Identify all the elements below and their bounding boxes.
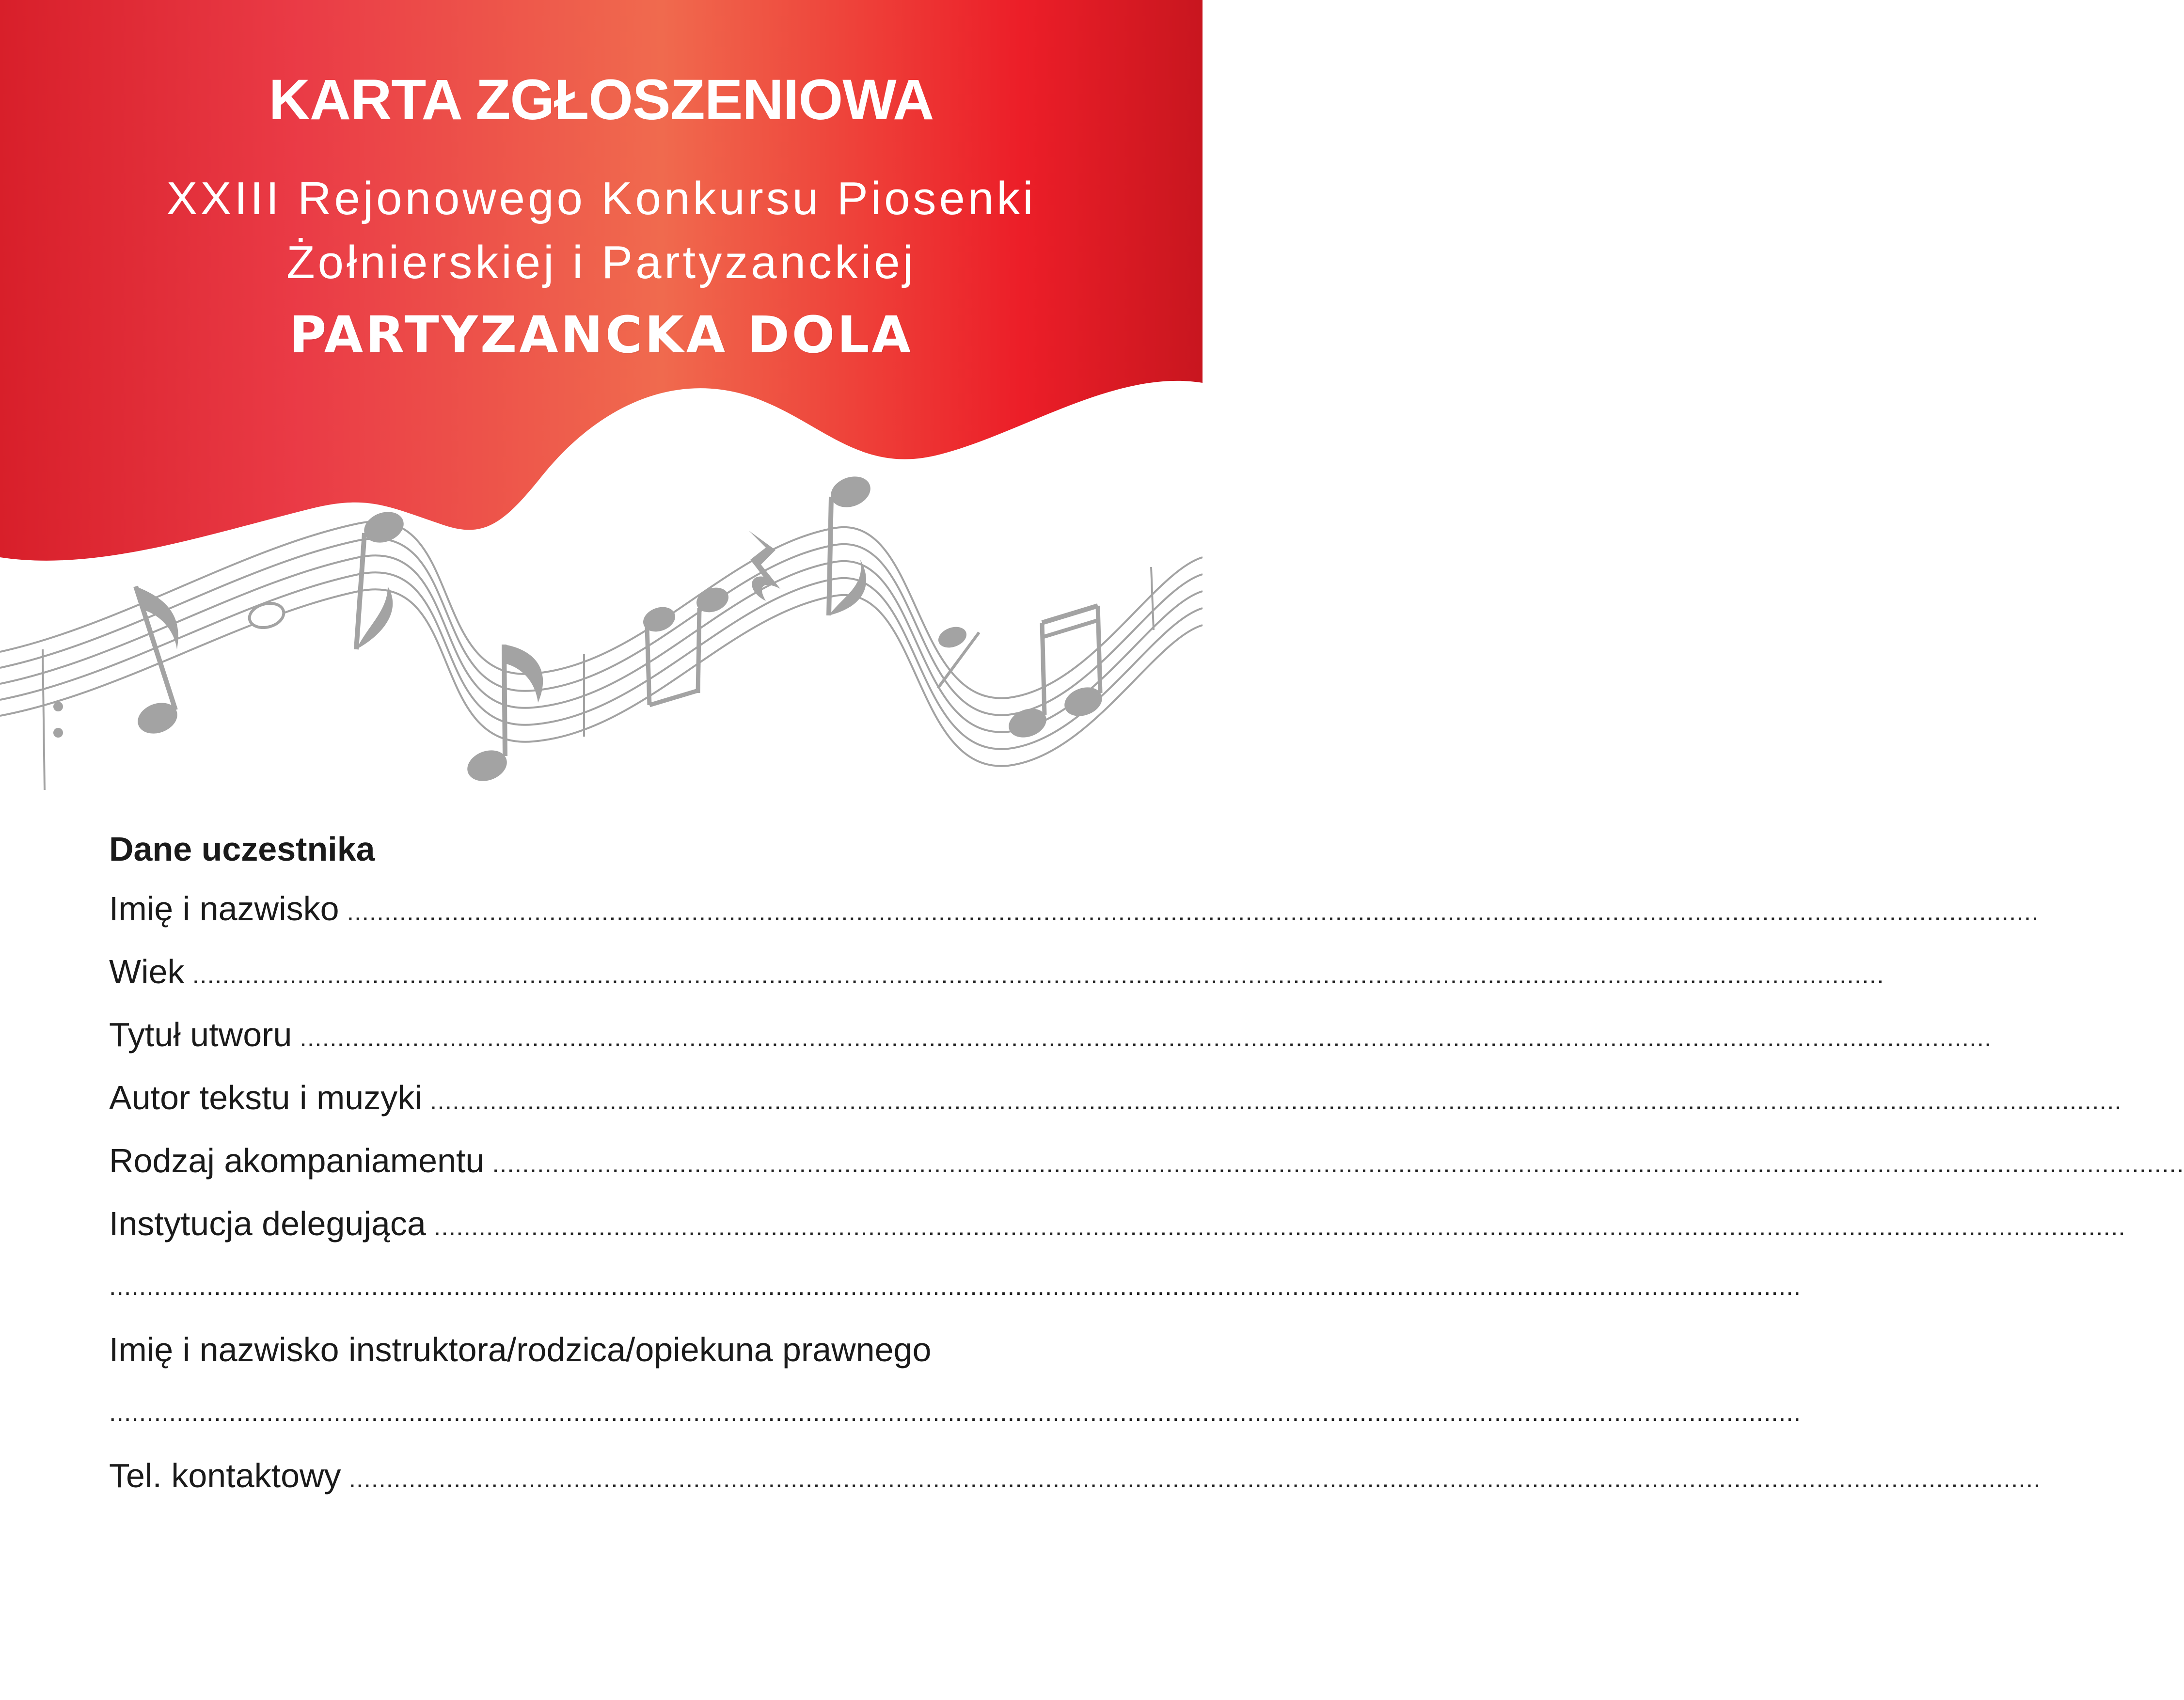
repeat-dots (53, 702, 63, 738)
field-label: Rodzaj akompaniamentu (109, 1142, 485, 1180)
fill-in-line[interactable]: .................................................................................................................................................................................................................................. (348, 1465, 2041, 1493)
section-title: Dane uczestnika (109, 830, 375, 868)
fill-in-line[interactable]: .................................................................................................................................................................................................................................. (433, 1213, 2126, 1241)
fill-in-line[interactable]: .................................................................................................................................................................................................................................. (109, 1399, 1802, 1427)
eighth-note-icon (133, 586, 181, 739)
contest-name: PARTYZANCKA DOLA (289, 305, 913, 364)
form-title: KARTA ZGŁOSZENIOWA (269, 68, 934, 132)
eighth-note-high-icon (826, 471, 874, 615)
field-label: Autor tekstu i muzyki (109, 1079, 422, 1117)
field-institution[interactable] (109, 1192, 2126, 1255)
field-age[interactable] (109, 940, 1884, 1003)
field-accompaniment[interactable] (109, 1129, 2184, 1192)
field-song-title[interactable] (109, 1003, 1992, 1066)
field-instructor-name[interactable] (109, 1381, 1802, 1444)
whole-note-icon (247, 600, 286, 631)
fill-in-line[interactable]: .................................................................................................................................................................................................................................. (429, 1087, 2122, 1115)
beamed-notes-icon (640, 583, 732, 705)
contest-title-line-1: XXIII Rejonowego Konkursu Piosenki (166, 173, 1036, 224)
participant-form (109, 821, 2184, 1507)
field-label: Imię i nazwisko (109, 890, 339, 928)
fill-in-line[interactable]: .................................................................................................................................................................................................................................. (492, 1150, 2184, 1178)
field-label: Imię i nazwisko instruktora/rodzica/opiekuna prawnego (109, 1331, 932, 1369)
music-staff-illustration (0, 465, 1203, 814)
fill-in-line[interactable]: .................................................................................................................................................................................................................................. (192, 961, 1884, 989)
field-phone[interactable] (109, 1444, 2041, 1507)
field-instructor-label (109, 1318, 1078, 1381)
field-full-name[interactable] (109, 877, 2039, 940)
fill-in-line[interactable]: .................................................................................................................................................................................................................................. (300, 1024, 1992, 1052)
field-label: Tytuł utworu (109, 1016, 292, 1054)
field-institution-continued[interactable] (109, 1255, 1802, 1318)
field-author[interactable] (109, 1066, 2122, 1129)
staff-lines (0, 521, 1203, 790)
field-label: Wiek (109, 953, 185, 991)
music-notes (133, 471, 1106, 786)
contest-title-line-2: Żołnierskiej i Partyzanckiej (286, 236, 917, 288)
fill-in-line[interactable]: .................................................................................................................................................................................................................................. (109, 1273, 1802, 1301)
fill-in-line[interactable]: .................................................................................................................................................................................................................................. (347, 898, 2039, 926)
field-label: Instytucja delegująca (109, 1205, 426, 1243)
field-label: Tel. kontaktowy (109, 1457, 341, 1495)
